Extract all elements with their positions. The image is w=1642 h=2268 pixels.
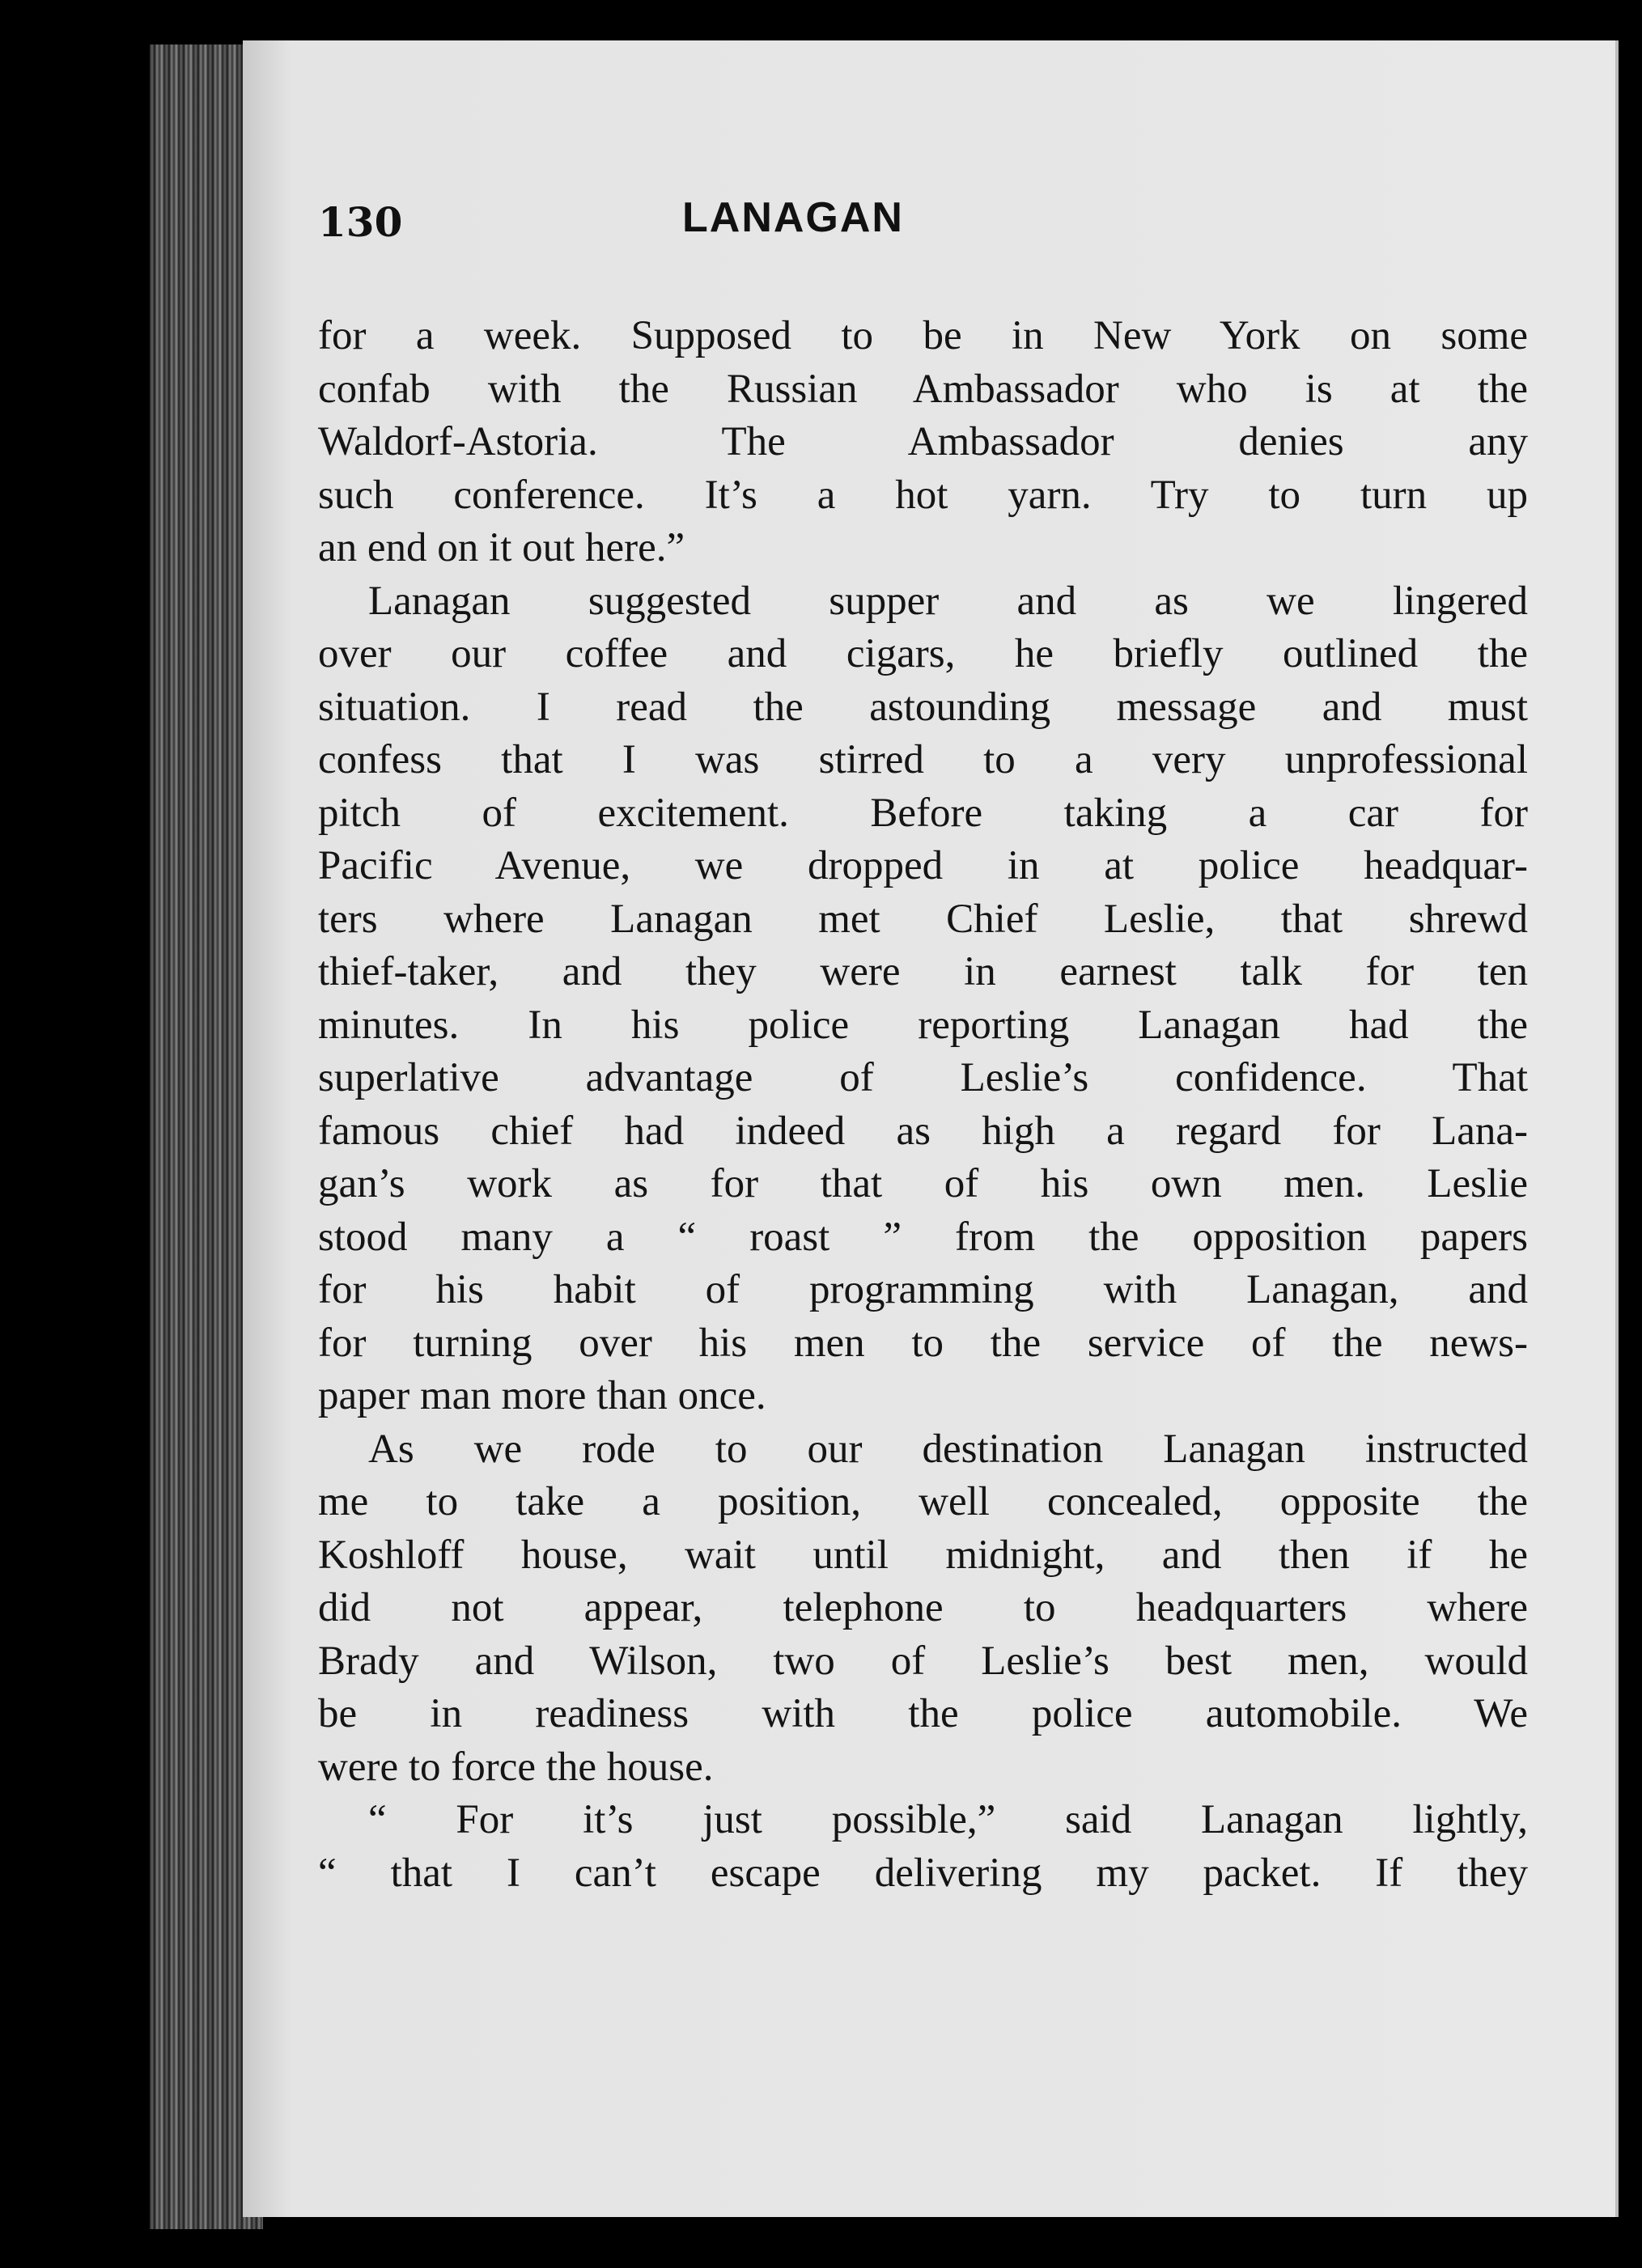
- text-line: thief-taker, and they were in earnest talk for ten: [318, 949, 1528, 994]
- text-line: Koshloff house, wait until midnight, and then if he: [318, 1532, 1528, 1578]
- text-line: stood many a “ roast ” from the opposition papers: [318, 1214, 1528, 1260]
- paragraph: [318, 1423, 1528, 1795]
- text-line: me to take a position, well concealed, opposite the: [318, 1479, 1528, 1524]
- text-line: ters where Lanagan met Chief Leslie, that shrewd: [318, 896, 1528, 942]
- text-line: superlative advantage of Leslie’s confidence. That: [318, 1055, 1528, 1100]
- text-line: Waldorf-Astoria. The Ambassador denies any: [318, 419, 1528, 464]
- paragraph: [318, 575, 1528, 1423]
- text-line: pitch of excitement. Before taking a car for: [318, 790, 1528, 836]
- text-line: be in readiness with the police automobile. We: [318, 1691, 1528, 1736]
- paragraph: [318, 310, 1528, 575]
- paragraph: [318, 1794, 1528, 1900]
- page-number: 130: [318, 198, 403, 246]
- text-line: confess that I was stirred to a very unprofessional: [318, 737, 1528, 782]
- text-line: such conference. It’s a hot yarn. Try to turn up: [318, 472, 1528, 518]
- body-text: [318, 310, 1528, 1900]
- text-line: paper man more than once.: [318, 1373, 766, 1418]
- text-line: minutes. In his police reporting Lanagan had the: [318, 1002, 1528, 1048]
- running-head: LANAGAN: [682, 194, 904, 241]
- text-line: As we rode to our destination Lanagan instructed: [368, 1426, 1528, 1472]
- text-line: Pacific Avenue, we dropped in at police headquar-: [318, 843, 1528, 888]
- text-line: situation. I read the astounding message and must: [318, 684, 1528, 730]
- text-line: for a week. Supposed to be in New York on some: [318, 313, 1528, 358]
- text-line: an end on it out here.”: [318, 525, 685, 570]
- text-line: for turning over his men to the service of the news-: [318, 1320, 1528, 1366]
- text-line: for his habit of programming with Lanagan, and: [318, 1267, 1528, 1312]
- text-line: over our coffee and cigars, he briefly outlined the: [318, 631, 1528, 676]
- page-header: [318, 182, 1528, 259]
- text-line: “ For it’s just possible,” said Lanagan lightly,: [368, 1797, 1528, 1842]
- text-line: Brady and Wilson, two of Leslie’s best men, would: [318, 1638, 1528, 1684]
- text-line: gan’s work as for that of his own men. Leslie: [318, 1161, 1528, 1206]
- text-line: famous chief had indeed as high a regard for Lana-: [318, 1108, 1528, 1154]
- text-line: “ that I can’t escape delivering my packet. If they: [318, 1850, 1528, 1896]
- text-line: did not appear, telephone to headquarters where: [318, 1585, 1528, 1630]
- text-line: were to force the house.: [318, 1744, 714, 1790]
- text-line: Lanagan suggested supper and as we lingered: [368, 578, 1528, 624]
- text-line: confab with the Russian Ambassador who is at the: [318, 366, 1528, 412]
